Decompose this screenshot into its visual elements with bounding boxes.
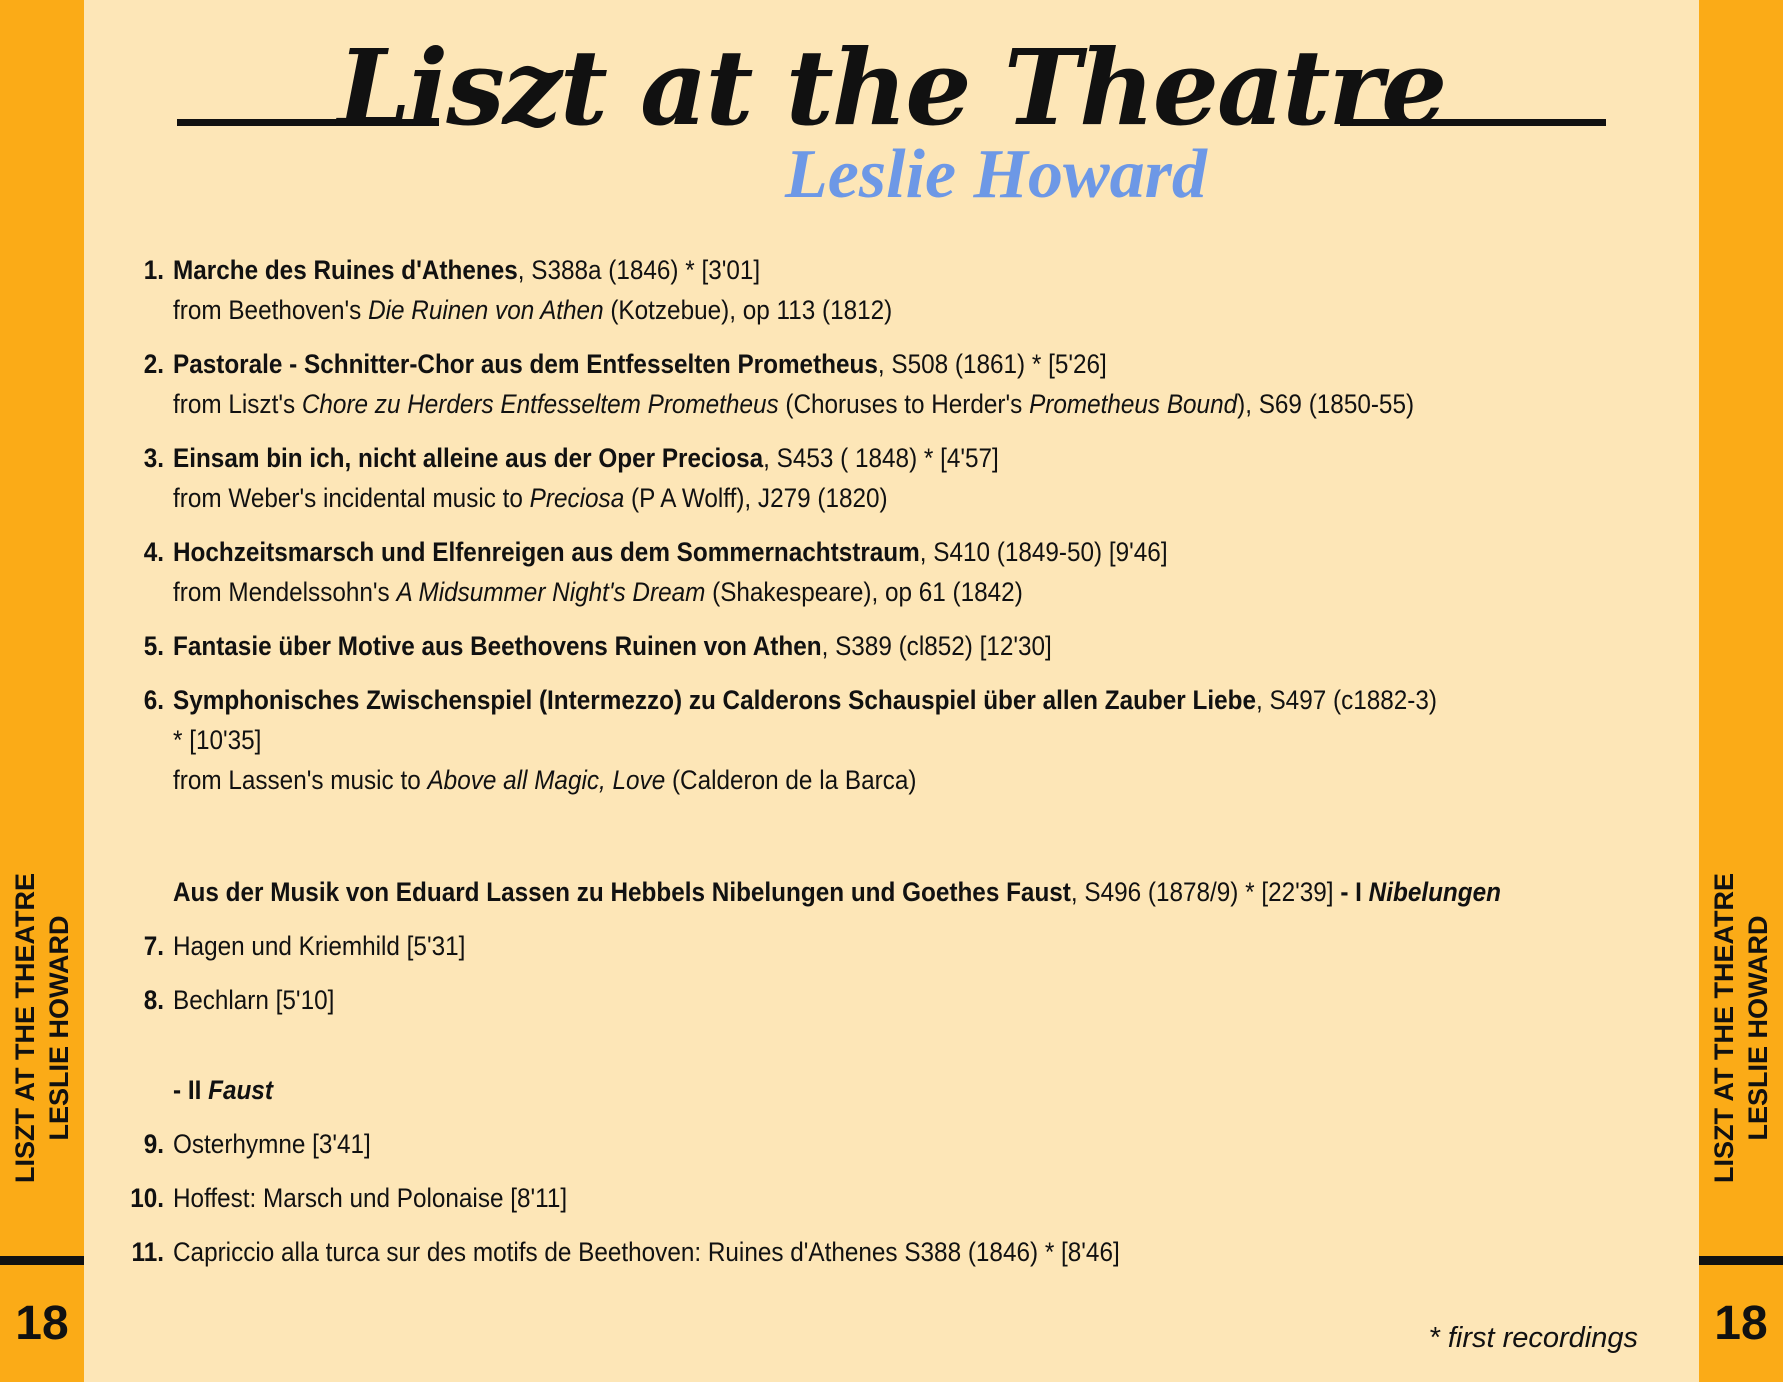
track-number: 3. bbox=[143, 443, 164, 473]
track-number: 7. bbox=[143, 931, 164, 961]
track-source-rest: (P A Wolff), J279 (1820) bbox=[624, 483, 888, 513]
spine-text bbox=[8, 873, 76, 1183]
track-title: Einsam bin ich, nicht alleine aus der Oper Preciosa bbox=[173, 443, 764, 473]
track-number: 8. bbox=[143, 985, 164, 1015]
track-title: Capriccio alla turca sur des motifs de Beethoven: Ruines d'Athenes S388 (1846) * [8'46] bbox=[173, 1237, 1120, 1267]
spine-divider bbox=[0, 1256, 84, 1265]
track-details: , S453 ( 1848) * [4'57] bbox=[763, 443, 999, 473]
track-title: Fantasie über Motive aus Beethovens Ruinen von Athen bbox=[173, 631, 822, 661]
track-title: Marche des Ruines d'Athenes bbox=[173, 255, 518, 285]
track-source-work: Chore zu Herders Entfesseltem Prometheus bbox=[301, 389, 779, 419]
track-source-work: Above all Magic, Love bbox=[427, 765, 666, 795]
suite-part-name: Nibelungen bbox=[1368, 877, 1501, 907]
track-details: , S410 (1849-50) [9'46] bbox=[919, 537, 1168, 567]
footnote: * first recordings bbox=[1428, 1322, 1638, 1354]
track-title: Symphonisches Zwischenspiel (Intermezzo) zu Calderons Schauspiel über allen Zauber Liebe bbox=[173, 685, 1256, 715]
track-details: , S497 (c1882-3) bbox=[1255, 685, 1437, 715]
track-number: 2. bbox=[143, 349, 164, 379]
track-item bbox=[110, 250, 1532, 330]
track-source-work: Die Ruinen von Athen bbox=[368, 295, 604, 325]
track-details: , S388a (1846) * [3'01] bbox=[517, 255, 761, 285]
spine-title: LISZT AT THE THEATRE bbox=[10, 873, 40, 1183]
track-source-rest: (Kotzebue), op 113 (1812) bbox=[603, 295, 893, 325]
track-source-rest: ), S69 (1850-55) bbox=[1237, 389, 1415, 419]
track-number: 5. bbox=[143, 631, 164, 661]
track-source-work: A Midsummer Night bbox=[396, 577, 609, 607]
track-number: 1. bbox=[143, 255, 164, 285]
page-number: 18 bbox=[15, 1297, 69, 1350]
track-details: , S389 (cl852) [12'30] bbox=[821, 631, 1052, 661]
track-item bbox=[110, 680, 1532, 800]
left-spine bbox=[0, 0, 84, 1382]
track-item bbox=[110, 1124, 1532, 1164]
suite-details: , S496 (1878/9) * [22'39] bbox=[1070, 877, 1334, 907]
track-source: from Lassen's music to bbox=[173, 765, 428, 795]
track-details-cont: * [10'35] bbox=[173, 725, 262, 755]
track-item bbox=[110, 1178, 1532, 1218]
right-spine bbox=[1699, 0, 1783, 1382]
track-number: 11. bbox=[131, 1237, 164, 1267]
suite-heading bbox=[110, 1070, 1532, 1110]
suite-heading bbox=[110, 872, 1532, 912]
track-source-mid: (Choruses to Herder's bbox=[778, 389, 1030, 419]
track-title: Bechlarn [5'10] bbox=[173, 985, 335, 1015]
spine-artist: LESLIE HOWARD bbox=[1743, 915, 1773, 1141]
track-source: from Liszt's bbox=[173, 389, 302, 419]
track-title: Pastorale - Schnitter-Chor aus dem Entfesselten Prometheus bbox=[173, 349, 878, 379]
track-details: , S508 (1861) * [5'26] bbox=[877, 349, 1107, 379]
suite-part-prefix: - I bbox=[1340, 877, 1369, 907]
track-title: Hochzeitsmarsch und Elfenreigen aus dem Sommernachtstraum bbox=[173, 537, 920, 567]
track-item bbox=[110, 980, 1532, 1020]
track-item bbox=[110, 344, 1532, 424]
track-source-work: Preciosa bbox=[529, 483, 625, 513]
track-source-rest: (Calderon de la Barca) bbox=[665, 765, 917, 795]
track-title: Osterhymne [3'41] bbox=[173, 1129, 371, 1159]
track-title: Hagen und Kriemhild [5'31] bbox=[173, 931, 466, 961]
track-source: from Weber's incidental music to bbox=[173, 483, 530, 513]
track-source: from Mendelssohn's bbox=[173, 577, 397, 607]
suite-part-name: Faust bbox=[208, 1075, 273, 1105]
track-source: from Beethoven's bbox=[173, 295, 369, 325]
page-number: 18 bbox=[1714, 1297, 1768, 1350]
track-number: 4. bbox=[143, 537, 164, 567]
track-source-work-end: 's Dream bbox=[608, 577, 706, 607]
track-item bbox=[110, 532, 1532, 612]
spine-title: LISZT AT THE THEATRE bbox=[1709, 873, 1739, 1183]
track-number: 10. bbox=[130, 1183, 164, 1213]
track-source-work-2: Prometheus Bound bbox=[1029, 389, 1238, 419]
track-item bbox=[110, 1232, 1532, 1272]
track-source-rest: (Shakespeare), op 61 (1842) bbox=[705, 577, 1023, 607]
track-number: 9. bbox=[143, 1129, 164, 1159]
suite-part-prefix: - II bbox=[173, 1075, 209, 1105]
artist-name: Leslie Howard bbox=[785, 136, 1207, 213]
track-list bbox=[110, 250, 1532, 1286]
track-number: 6. bbox=[143, 685, 164, 715]
track-item bbox=[110, 438, 1532, 518]
suite-title: Aus der Musik von Eduard Lassen zu Hebbels Nibelungen und Goethes Faust bbox=[173, 877, 1071, 907]
spine-artist: LESLIE HOWARD bbox=[44, 915, 74, 1141]
spine-divider bbox=[1699, 1256, 1783, 1265]
track-title: Hoffest: Marsch und Polonaise [8'11] bbox=[173, 1183, 568, 1213]
track-item bbox=[110, 626, 1532, 666]
spine-text bbox=[1707, 873, 1775, 1183]
page-title: Liszt at the Theatre bbox=[337, 26, 1446, 149]
track-item bbox=[110, 926, 1532, 966]
